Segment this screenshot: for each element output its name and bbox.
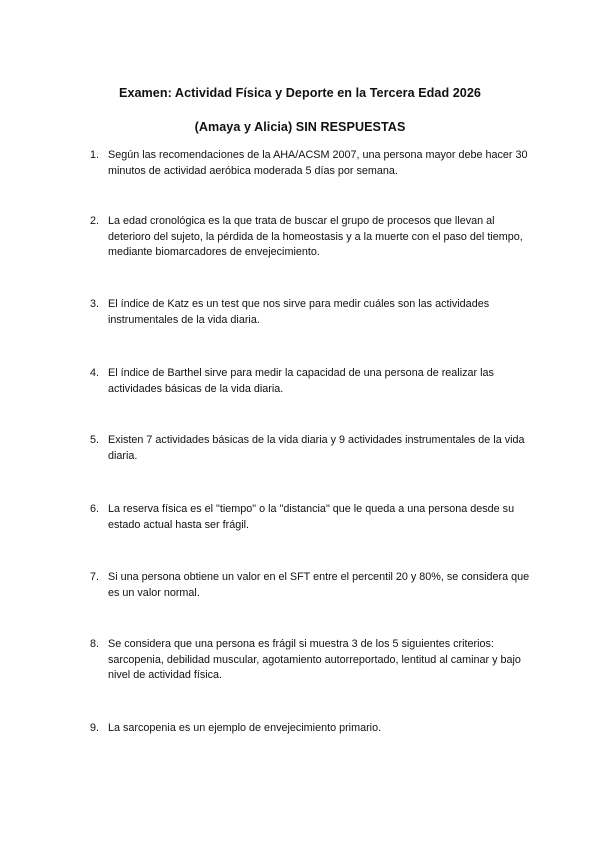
question-item	[90, 214, 530, 261]
question-item	[90, 148, 530, 179]
question-item	[90, 297, 530, 328]
document-subtitle: (Amaya y Alicia) SIN RESPUESTAS	[194, 120, 406, 134]
question-item	[90, 721, 530, 737]
question-number: 4.	[90, 367, 100, 379]
question-item	[90, 637, 530, 684]
question-text: La reserva física es el "tiempo" o la "distancia" que le queda a una persona desde su estado actual hasta ser frágil.	[108, 503, 515, 531]
question-text: Se considera que una persona es frágil si muestra 3 de los 5 siguientes criterios: sarcopenia, debilidad muscular, agotamiento autorreportado, lentitud al caminar y bajo nivel de actividad física.	[108, 638, 521, 681]
question-text: Existen 7 actividades básicas de la vida diaria y 9 actividades instrumentales de la vida diaria.	[108, 434, 525, 462]
question-number: 1.	[90, 149, 100, 161]
question-number: 8.	[90, 638, 100, 650]
question-number: 3.	[90, 298, 100, 310]
question-number: 5.	[90, 434, 100, 446]
question-text: El índice de Barthel sirve para medir la capacidad de una persona de realizar las actividades básicas de la vida diaria.	[108, 367, 494, 395]
question-text: El índice de Katz es un test que nos sirve para medir cuáles son las actividades instrumentales de la vida diaria.	[108, 298, 490, 326]
question-text: Si una persona obtiene un valor en el SFT entre el percentil 20 y 80%, se considera que es un valor normal.	[108, 571, 530, 599]
question-text: La sarcopenia es un ejemplo de envejecimiento primario.	[108, 722, 382, 734]
question-item	[90, 433, 530, 464]
question-number: 7.	[90, 571, 100, 583]
question-item	[90, 366, 530, 397]
question-text: La edad cronológica es la que trata de buscar el grupo de procesos que llevan al deterioro del sujeto, la pérdida de la homeostasis y a la muerte con el paso del tiempo, mediante biomarcadores de envejecimiento.	[108, 215, 523, 258]
question-number: 9.	[90, 722, 100, 734]
question-number: 6.	[90, 503, 100, 515]
question-item	[90, 502, 530, 533]
question-number: 2.	[90, 215, 100, 227]
question-text: Según las recomendaciones de la AHA/ACSM 2007, una persona mayor debe hacer 30 minutos de actividad aeróbica moderada 5 días por semana.	[108, 149, 528, 177]
document-title: Examen: Actividad Física y Deporte en la Tercera Edad 2026	[119, 86, 481, 100]
question-item	[90, 570, 530, 601]
